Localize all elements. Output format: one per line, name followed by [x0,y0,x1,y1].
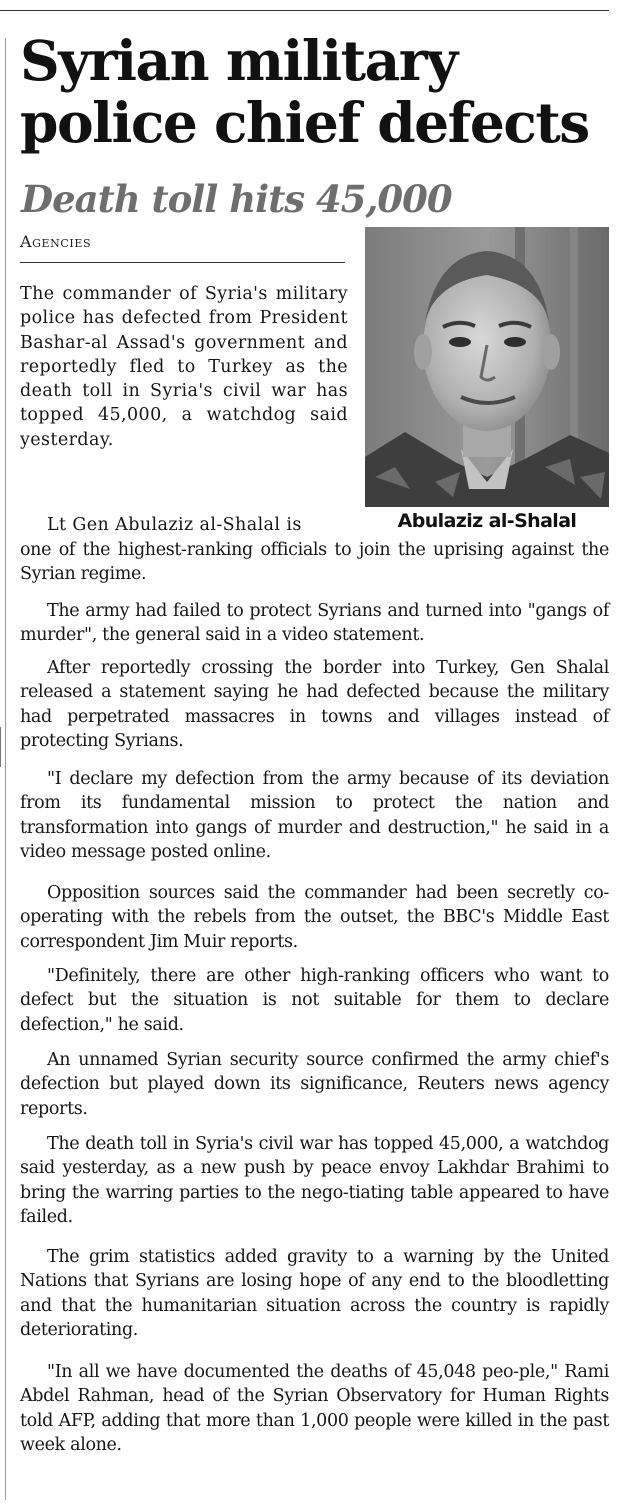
paragraph-8: An unnamed Syrian security source confirmed the army chief's defection but played down its significance, Reuters news agency reports. [20,1050,609,1119]
paragraph-11: "In all we have documented the deaths of 45,048 peo-ple," Rami Abdel Rahman, head of the Syrian Observatory for Human Rights told AFP, adding that more than 1,000 people were killed in the past week alone. [20,1362,609,1455]
paragraph-2-start: Lt Gen Abulaziz al-Shalal is [47,515,302,535]
paragraph-2-continued: one of the highest-ranking officials to join the uprising against the Syrian regime. [20,540,609,585]
left-column-rule [5,38,6,1500]
byline-rule [20,262,345,263]
paragraph-7: "Definitely, there are other high-ranking officers who want to defect but the situation is not suitable for them to declare defection," he said. [20,966,609,1035]
paragraph-6: Opposition sources said the commander had been secretly co-operating with the rebels from the outset, the BBC's Middle East correspondent Jim Muir reports. [20,883,609,952]
portrait-photo [365,227,609,507]
byline: Agencies [20,232,92,251]
photo-caption: Abulaziz al-Shalal [397,510,577,532]
paragraph-4: After reportedly crossing the border into Turkey, Gen Shalal released a statement saying he had defected because the military had perpetrated massacres in towns and villages instead of protecting Syrians. [20,658,609,751]
portrait-illustration [365,227,609,507]
paragraph-10: The grim statistics added gravity to a warning by the United Nations that Syrians are losing hope of any end to the bloodletting and that the humanitarian situation across the country is rapidly deteriorating. [20,1247,609,1340]
headline: Syrian military police chief defects [20,28,589,155]
top-rule [0,10,609,11]
paragraph-5: "I declare my defection from the army because of its deviation from its fundamental mission to protect the nation and transformation into gangs of murder and destruction," he said in a video message posted online. [20,769,609,862]
paragraph-1: The commander of Syria's military police has defected from President Bashar-al Assad's government and reportedly fled to Turkey as the death toll in Syria's civil war has topped 45,000, a watchdog said yesterday. [20,284,348,450]
paragraph-3: The army had failed to protect Syrians and turned into "gangs of murder", the general said in a video statement. [20,601,609,646]
paragraph-9: The death toll in Syria's civil war has topped 45,000, a watchdog said yesterday, as a new push by peace envoy Lakhdar Brahimi to bring the warring parties to the nego-tiating table appeared to have failed. [20,1134,609,1227]
column-marker [0,727,7,767]
subhead: Death toll hits 45,000 [21,177,452,221]
